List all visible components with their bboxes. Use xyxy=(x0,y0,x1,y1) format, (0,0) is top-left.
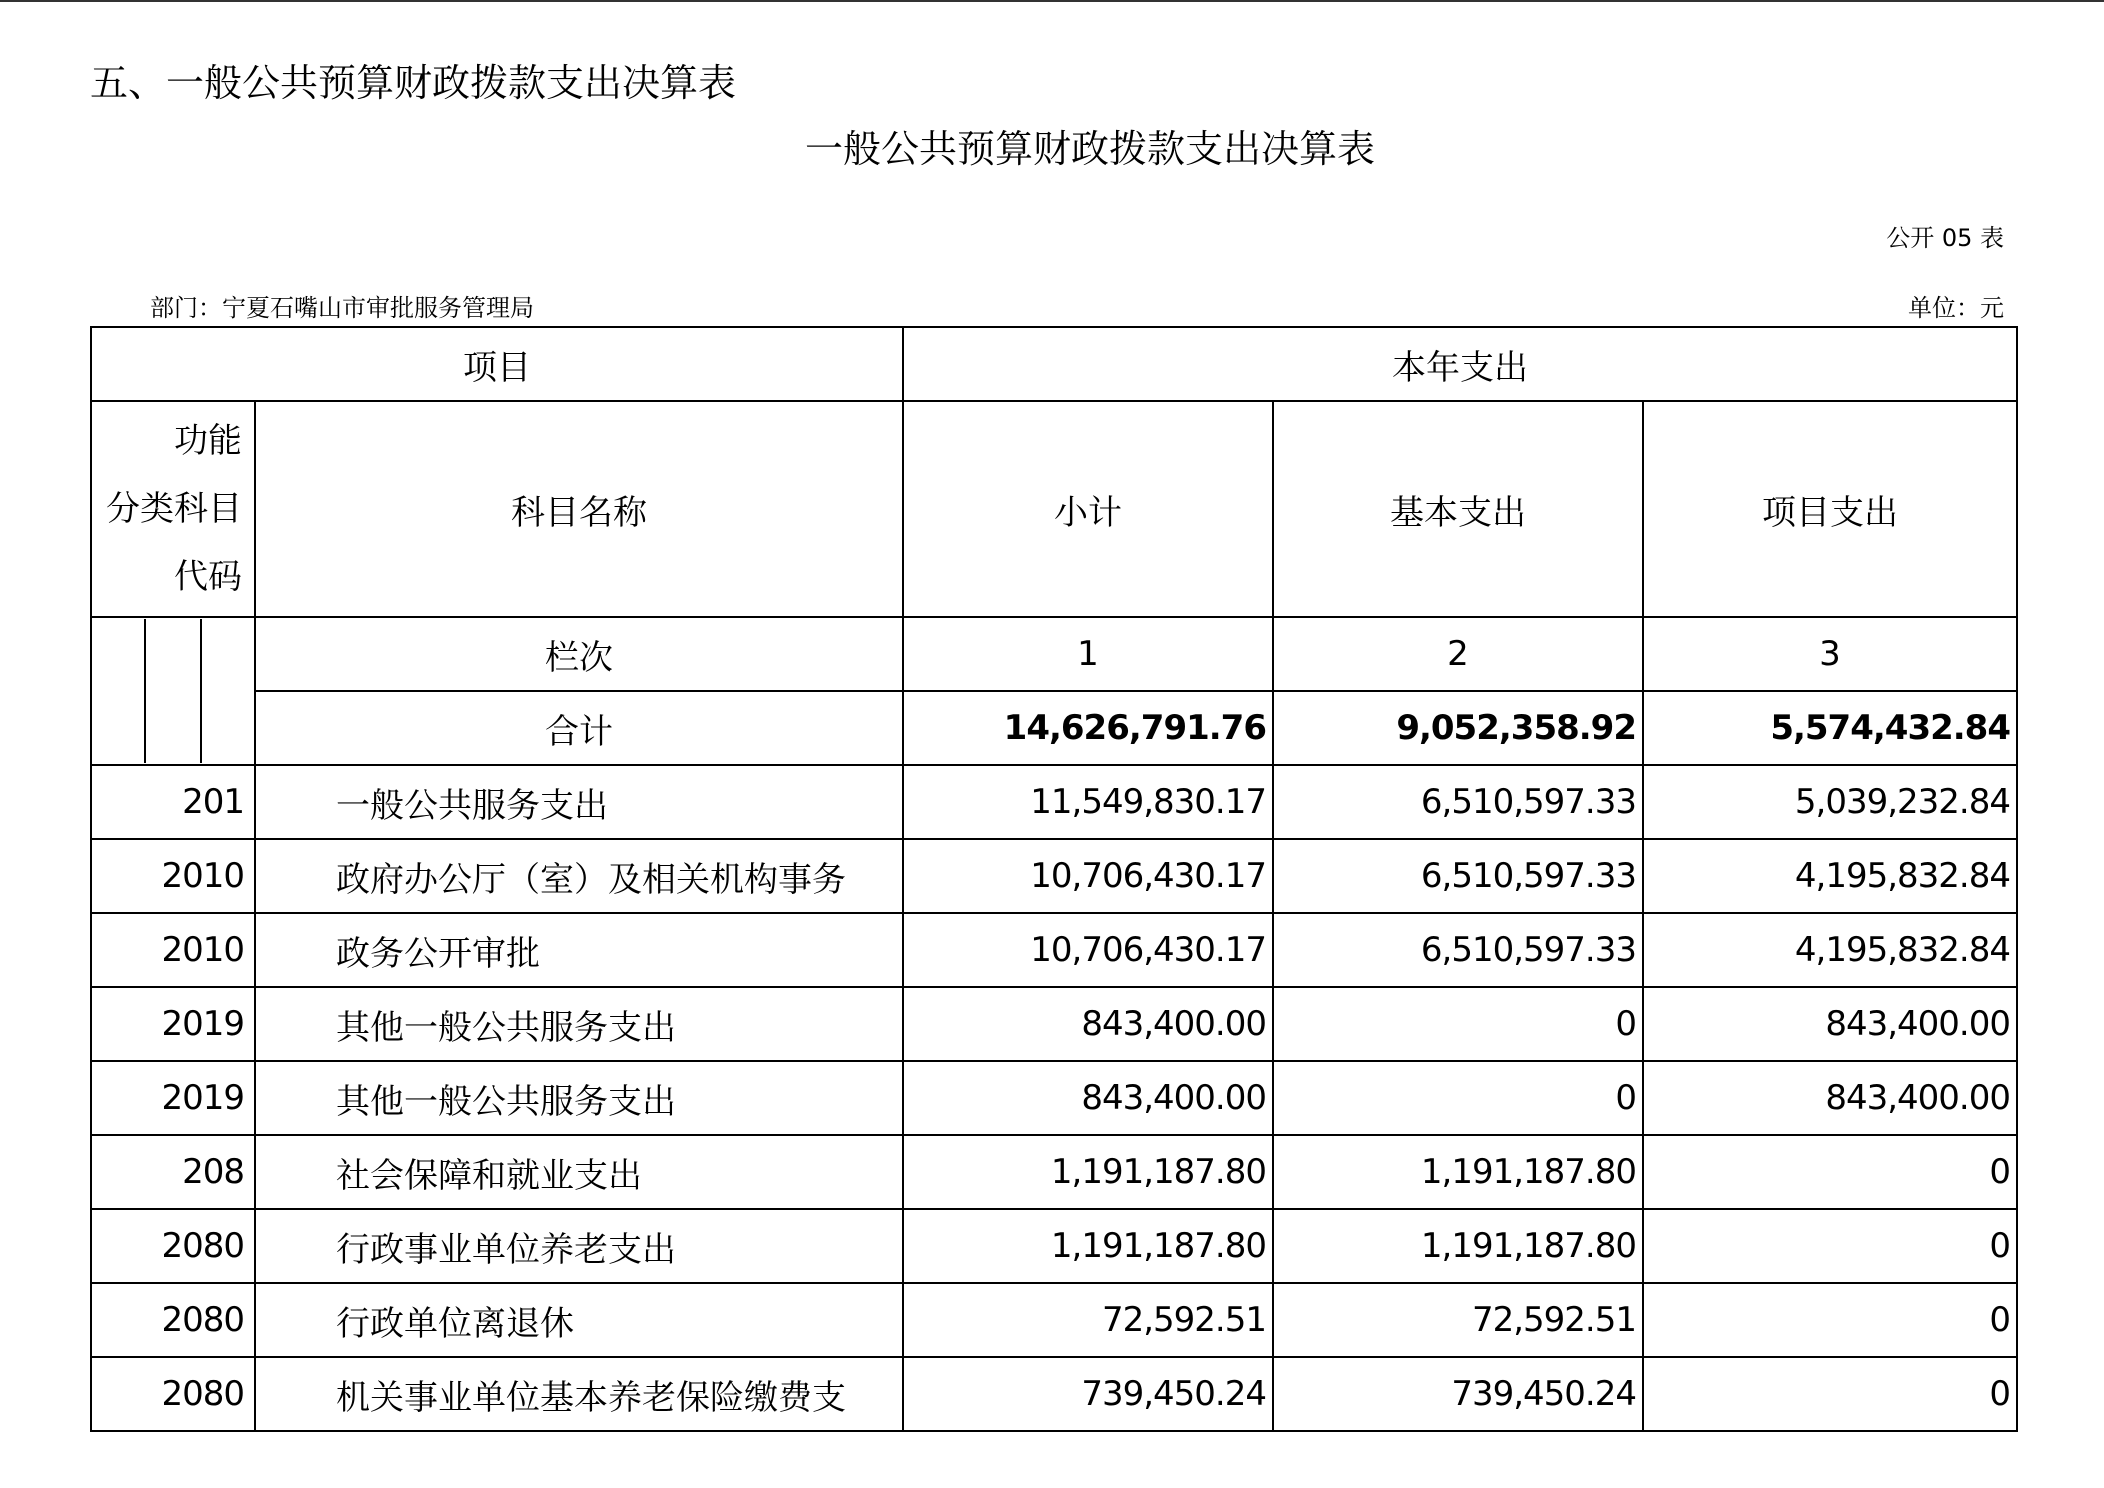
row-code: 208 xyxy=(91,1135,255,1209)
row-basic: 6,510,597.33 xyxy=(1273,765,1643,839)
row-basic: 72,592.51 xyxy=(1273,1283,1643,1357)
row-subject-name: 其他一般公共服务支出 xyxy=(255,987,903,1061)
expense-table xyxy=(90,326,2018,1432)
header-project-expense: 项目支出 xyxy=(1643,401,2017,617)
total-subtotal: 14,626,791.76 xyxy=(903,691,1273,765)
table-row xyxy=(91,1135,2017,1209)
total-project: 5,574,432.84 xyxy=(1643,691,2017,765)
func-code-line2: 分类科目 xyxy=(106,489,242,529)
row-project: 4,195,832.84 xyxy=(1643,913,2017,987)
table-title: 一般公共预算财政拨款支出决算表 xyxy=(804,127,1375,171)
row-subtotal: 1,191,187.80 xyxy=(903,1209,1273,1283)
row-subject-name: 一般公共服务支出 xyxy=(255,765,903,839)
unit-label: 单位：元 xyxy=(1908,294,2004,322)
table-row xyxy=(91,987,2017,1061)
total-label: 合计 xyxy=(255,691,903,765)
row-code: 201 xyxy=(91,765,255,839)
row-project: 843,400.00 xyxy=(1643,987,2017,1061)
table-row xyxy=(91,1357,2017,1431)
column-index-1: 1 xyxy=(903,617,1273,691)
header-basic-expense: 基本支出 xyxy=(1273,401,1643,617)
header-func-code xyxy=(91,401,255,617)
row-basic: 1,191,187.80 xyxy=(1273,1209,1643,1283)
row-code: 2019 xyxy=(91,987,255,1061)
row-basic: 6,510,597.33 xyxy=(1273,913,1643,987)
department-label: 部门：宁夏石嘴山市审批服务管理局 xyxy=(150,294,534,322)
row-subtotal: 843,400.00 xyxy=(903,1061,1273,1135)
header-row-2 xyxy=(91,401,2017,617)
table-row xyxy=(91,913,2017,987)
row-subtotal: 10,706,430.17 xyxy=(903,839,1273,913)
row-basic: 739,450.24 xyxy=(1273,1357,1643,1431)
section-title: 五、一般公共预算财政拨款支出决算表 xyxy=(90,61,737,105)
header-subject-name: 科目名称 xyxy=(255,401,903,617)
row-subtotal: 739,450.24 xyxy=(903,1357,1273,1431)
row-basic: 0 xyxy=(1273,1061,1643,1135)
row-code: 2080 xyxy=(91,1209,255,1283)
header-item: 项目 xyxy=(91,327,903,401)
func-code-line3: 代码 xyxy=(174,557,242,597)
row-subject-name: 行政事业单位养老支出 xyxy=(255,1209,903,1283)
header-subtotal: 小计 xyxy=(903,401,1273,617)
row-project: 843,400.00 xyxy=(1643,1061,2017,1135)
table-row xyxy=(91,1283,2017,1357)
row-code: 2010 xyxy=(91,839,255,913)
row-project: 0 xyxy=(1643,1357,2017,1431)
row-basic: 1,191,187.80 xyxy=(1273,1135,1643,1209)
column-index-row xyxy=(91,617,2017,691)
row-subtotal: 72,592.51 xyxy=(903,1283,1273,1357)
column-index-2: 2 xyxy=(1273,617,1643,691)
header-row-1 xyxy=(91,327,2017,401)
row-code: 2019 xyxy=(91,1061,255,1135)
row-project: 0 xyxy=(1643,1283,2017,1357)
table-row xyxy=(91,765,2017,839)
row-subject-name: 社会保障和就业支出 xyxy=(255,1135,903,1209)
column-index-3: 3 xyxy=(1643,617,2017,691)
row-code: 2080 xyxy=(91,1283,255,1357)
row-subtotal: 1,191,187.80 xyxy=(903,1135,1273,1209)
row-subtotal: 10,706,430.17 xyxy=(903,913,1273,987)
row-subject-name: 其他一般公共服务支出 xyxy=(255,1061,903,1135)
row-project: 5,039,232.84 xyxy=(1643,765,2017,839)
code-split-cell xyxy=(91,617,255,765)
row-subject-name: 机关事业单位基本养老保险缴费支 xyxy=(255,1357,903,1431)
row-subtotal: 11,549,830.17 xyxy=(903,765,1273,839)
row-basic: 6,510,597.33 xyxy=(1273,839,1643,913)
total-row xyxy=(91,691,2017,765)
page-top-border xyxy=(0,0,2104,2)
row-subject-name: 政府办公厅（室）及相关机构事务 xyxy=(255,839,903,913)
column-index-label: 栏次 xyxy=(255,617,903,691)
form-code: 公开 05 表 xyxy=(1886,224,2004,252)
table-row xyxy=(91,839,2017,913)
row-basic: 0 xyxy=(1273,987,1643,1061)
row-subtotal: 843,400.00 xyxy=(903,987,1273,1061)
func-code-line1: 功能 xyxy=(174,421,242,461)
header-current-year-expense: 本年支出 xyxy=(903,327,2017,401)
row-project: 0 xyxy=(1643,1135,2017,1209)
total-basic: 9,052,358.92 xyxy=(1273,691,1643,765)
row-subject-name: 行政单位离退休 xyxy=(255,1283,903,1357)
row-project: 0 xyxy=(1643,1209,2017,1283)
row-subject-name: 政务公开审批 xyxy=(255,913,903,987)
table-row xyxy=(91,1209,2017,1283)
row-code: 2080 xyxy=(91,1357,255,1431)
row-code: 2010 xyxy=(91,913,255,987)
row-project: 4,195,832.84 xyxy=(1643,839,2017,913)
table-row xyxy=(91,1061,2017,1135)
